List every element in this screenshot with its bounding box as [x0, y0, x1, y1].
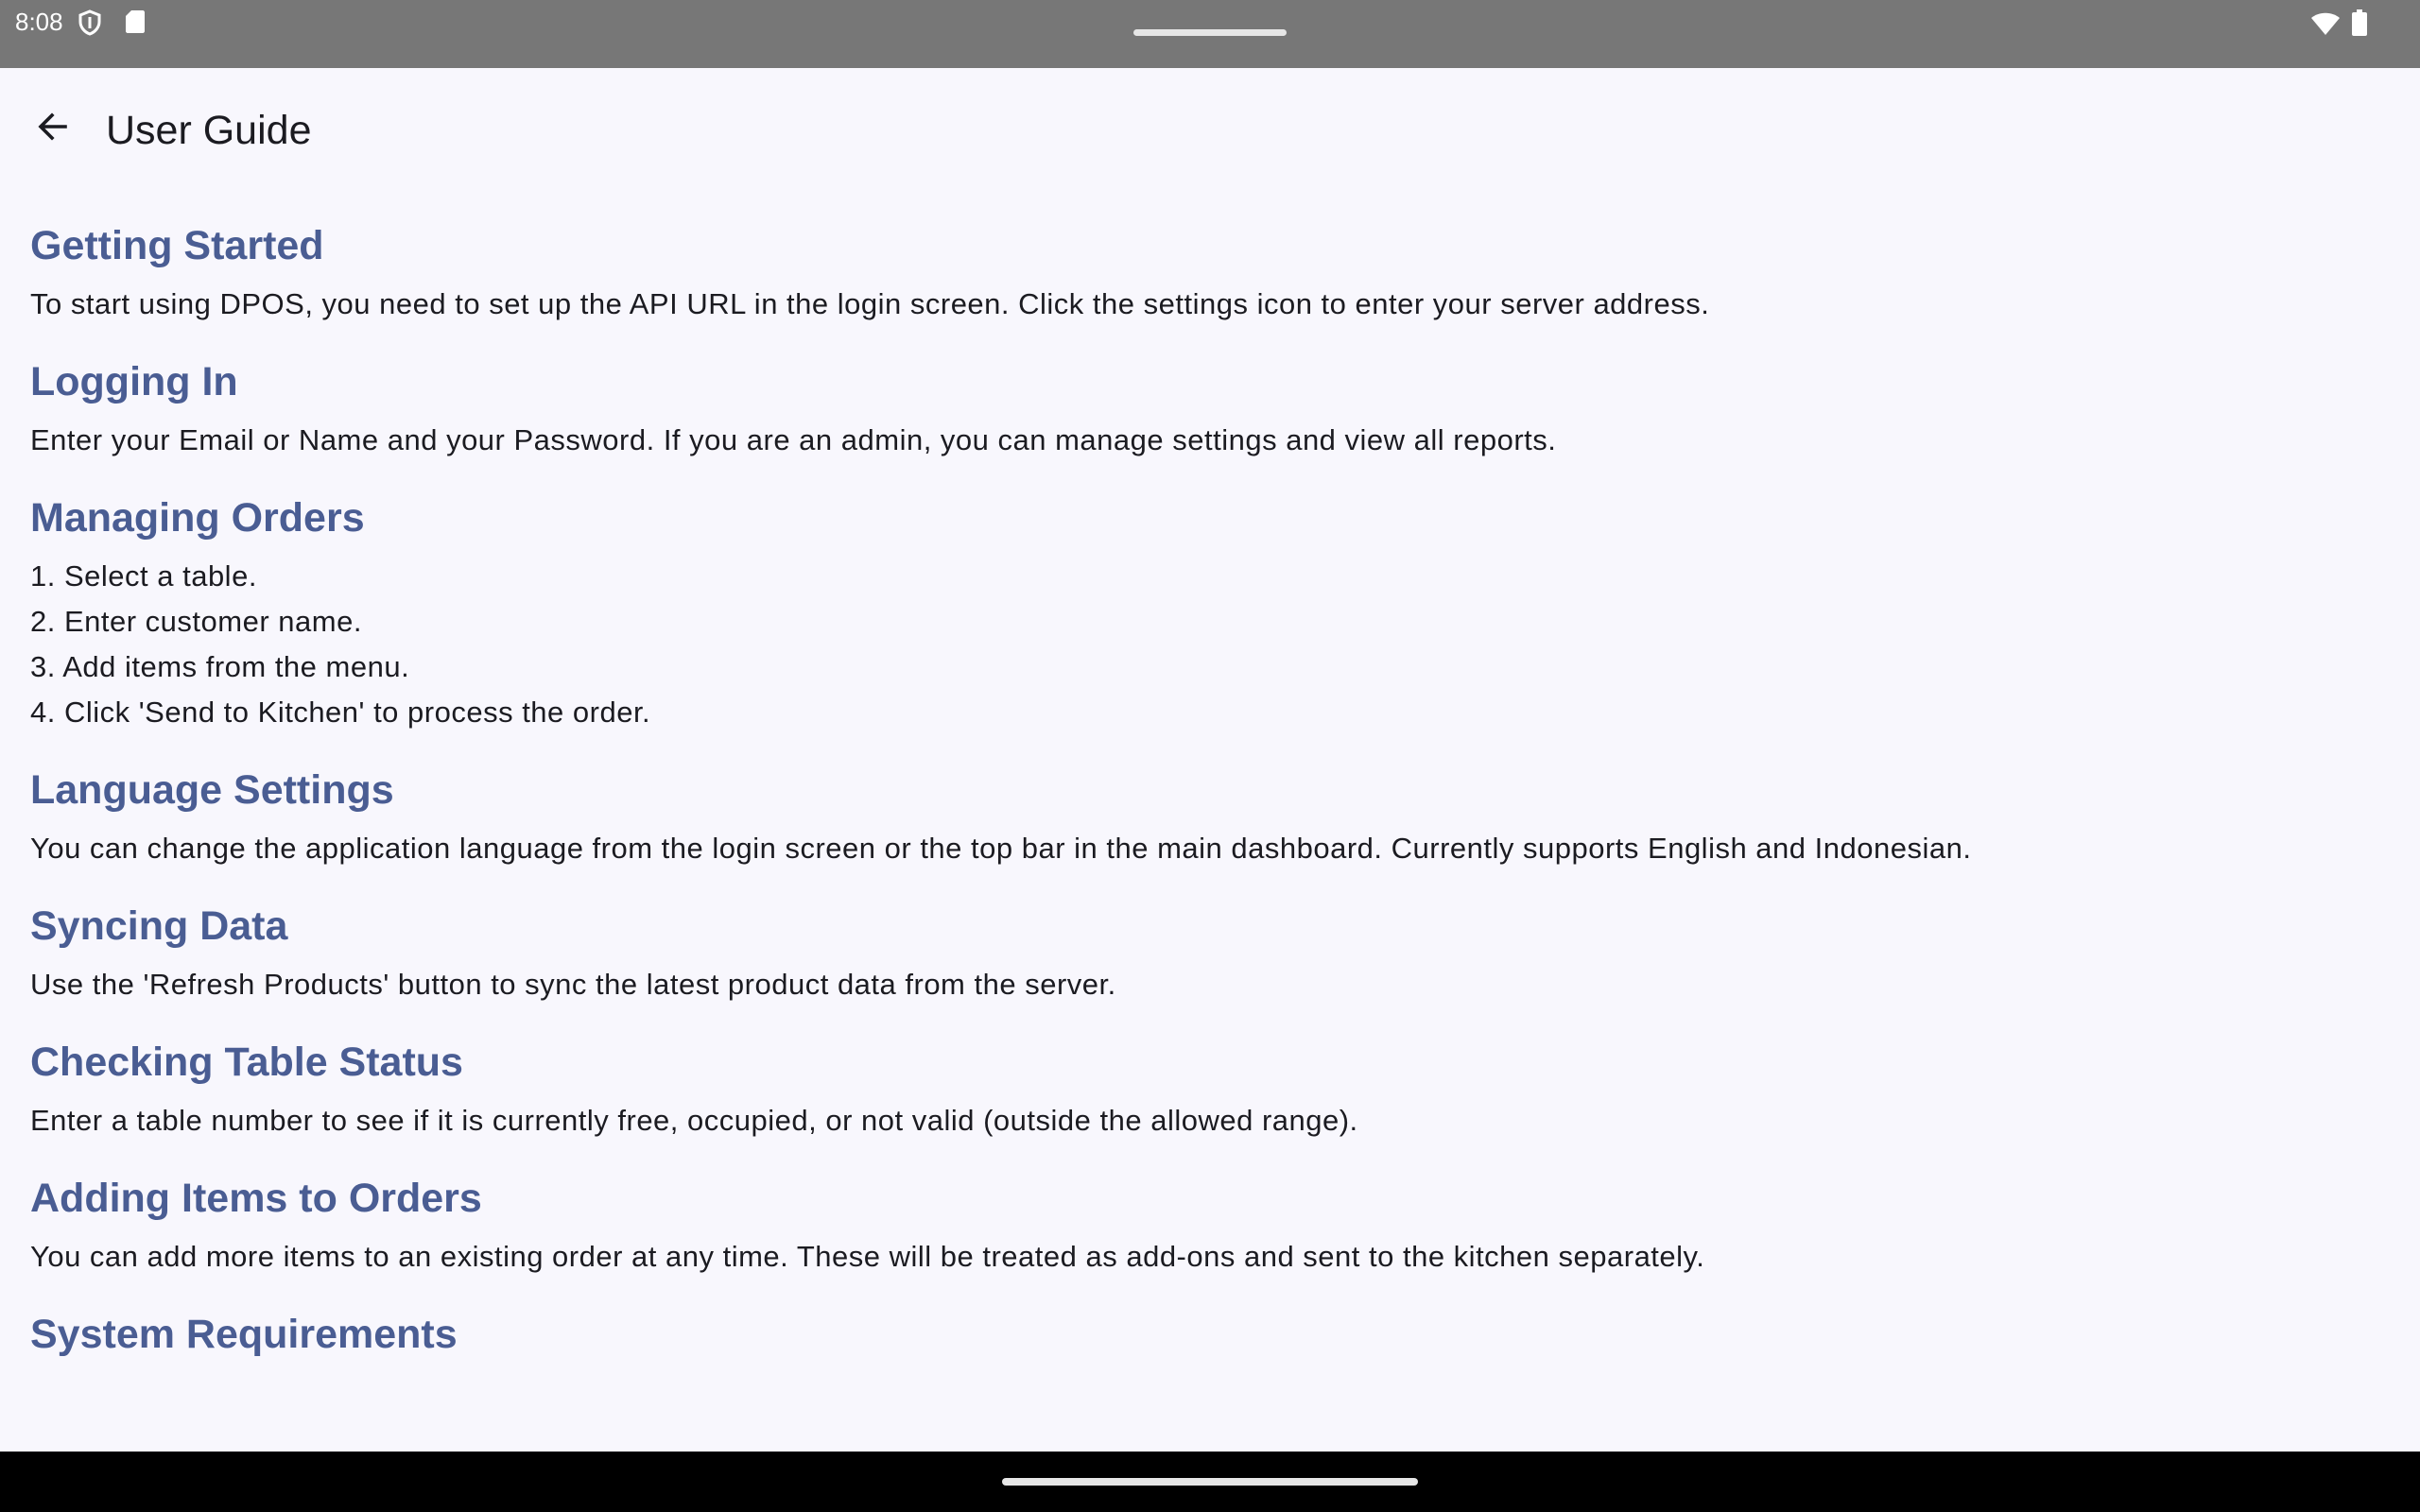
section-title: Adding Items to Orders — [30, 1176, 482, 1221]
guide-section — [30, 902, 2390, 1007]
status-bar — [0, 0, 2420, 68]
status-drag-handle — [1133, 29, 1287, 36]
home-gesture-handle[interactable] — [1002, 1478, 1418, 1486]
arrow-back-icon — [34, 108, 72, 150]
battery-icon — [2352, 9, 2367, 41]
section-title: System Requirements — [30, 1312, 458, 1357]
guide-section — [30, 221, 2390, 327]
section-title: Syncing Data — [30, 903, 288, 949]
guide-section — [30, 357, 2390, 463]
guide-section — [30, 1174, 2390, 1280]
section-body: To start using DPOS, you need to set up the API URL in the login screen. Click the settings icon to enter your server address. — [30, 287, 1710, 320]
guide-section — [30, 1038, 2390, 1143]
section-body: You can change the application language from the login screen or the top bar in the main dashboard. Currently supports English and Indonesian. — [30, 832, 1972, 865]
sd-card-icon — [125, 9, 146, 39]
guide-section — [30, 765, 2390, 871]
back-button[interactable] — [23, 98, 83, 159]
top-app-bar — [0, 68, 2420, 189]
guide-content[interactable] — [0, 189, 2420, 1418]
section-title: Checking Table Status — [30, 1040, 463, 1085]
shield-icon — [78, 9, 102, 41]
section-body: Use the 'Refresh Products' button to sync the latest product data from the server. — [30, 968, 1116, 1001]
section-title: Getting Started — [30, 223, 324, 268]
guide-section — [30, 493, 2390, 735]
section-title: Logging In — [30, 359, 238, 404]
section-body: Enter a table number to see if it is currently free, occupied, or not valid (outside the allowed range). — [30, 1104, 1358, 1137]
section-title: Language Settings — [30, 767, 394, 813]
status-time: 8:08 — [15, 8, 63, 36]
section-title: Managing Orders — [30, 495, 365, 541]
guide-section — [30, 1310, 2390, 1359]
section-body: You can add more items to an existing order at any time. These will be treated as add-ons and sent to the kitchen separately. — [30, 1240, 1705, 1273]
section-body: 1. Select a table. 2. Enter customer name. 3. Add items from the menu. 4. Click 'Send to Kitchen' to process the order. — [30, 559, 651, 729]
section-body: Enter your Email or Name and your Password. If you are an admin, you can manage settings and view all reports. — [30, 423, 1557, 456]
page-title: User Guide — [106, 108, 312, 153]
wifi-icon — [2310, 11, 2341, 41]
navigation-bar — [0, 1452, 2420, 1512]
